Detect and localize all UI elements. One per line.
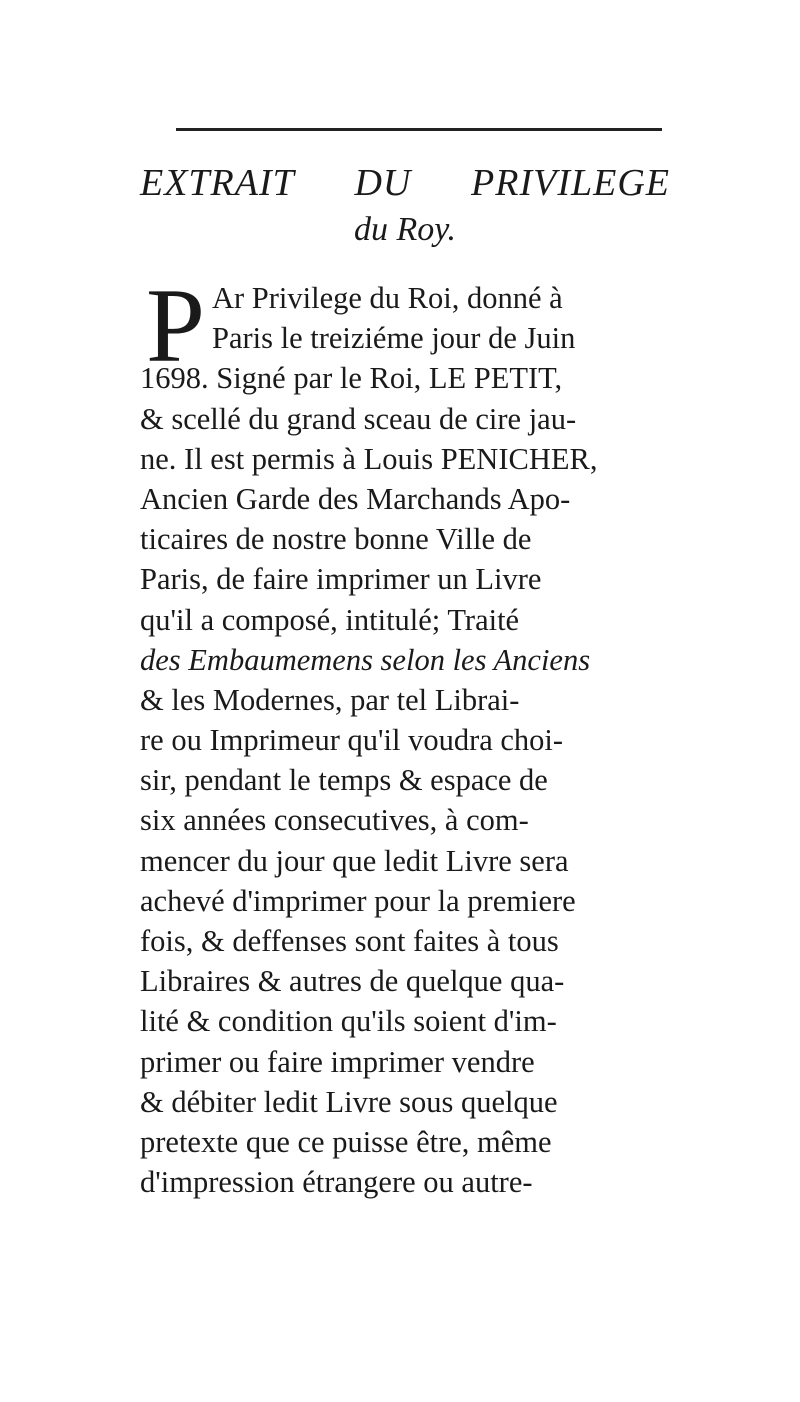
text-line: & débiter ledit Livre sous quelque bbox=[140, 1084, 558, 1119]
text-line: fois, & deffenses sont faites à tous bbox=[140, 924, 559, 958]
text-line: ticaires de nostre bonne Ville de bbox=[140, 522, 532, 557]
page-title bbox=[140, 160, 670, 206]
text-line: & les Modernes, par tel Librai- bbox=[140, 682, 520, 717]
text-line: Ancien Garde des Marchands Apo- bbox=[140, 481, 571, 516]
drop-cap: P bbox=[146, 267, 205, 384]
text-line: Ar Privilege du Roi, donné à bbox=[212, 281, 563, 315]
text-line: Paris, de faire imprimer un Livre bbox=[140, 562, 542, 597]
body-text bbox=[140, 267, 666, 1202]
text-line: re ou Imprimeur qu'il voudra choi- bbox=[140, 723, 564, 758]
text-line: des Embaumemens selon les Anciens bbox=[140, 642, 591, 677]
text-line: ne. Il est permis à Louis PENICHER, bbox=[140, 441, 598, 476]
text-line: pretexte que ce puisse être, même bbox=[140, 1124, 552, 1159]
title-word-1: EXTRAIT bbox=[140, 162, 295, 204]
text-line: Libraires & autres de quelque qua- bbox=[140, 964, 565, 999]
text-line: qu'il a composé, intitulé; Traité bbox=[140, 602, 520, 637]
title-word-3: PRIVILEGE bbox=[471, 162, 670, 204]
text-line: d'impression étrangere ou autre- bbox=[140, 1165, 533, 1200]
text-line: primer ou faire imprimer vendre bbox=[140, 1044, 535, 1079]
page-subtitle: du Roy. bbox=[354, 211, 456, 248]
title-word-2: DU bbox=[354, 162, 412, 204]
text-line: 1698. Signé par le Roi, LE PETIT, bbox=[140, 361, 563, 396]
text-line: mencer du jour que ledit Livre sera bbox=[140, 843, 569, 878]
text-line: lité & condition qu'ils soient d'im- bbox=[140, 1004, 557, 1039]
text-line: Paris le treiziéme jour de Juin bbox=[212, 321, 576, 356]
text-line: achevé d'imprimer pour la premiere bbox=[140, 883, 576, 918]
top-rule bbox=[176, 128, 662, 131]
text-line: & scellé du grand sceau de cire jau- bbox=[140, 401, 577, 436]
text-line: six années consecutives, à com- bbox=[140, 803, 529, 838]
text-line: sir, pendant le temps & espace de bbox=[140, 763, 548, 798]
